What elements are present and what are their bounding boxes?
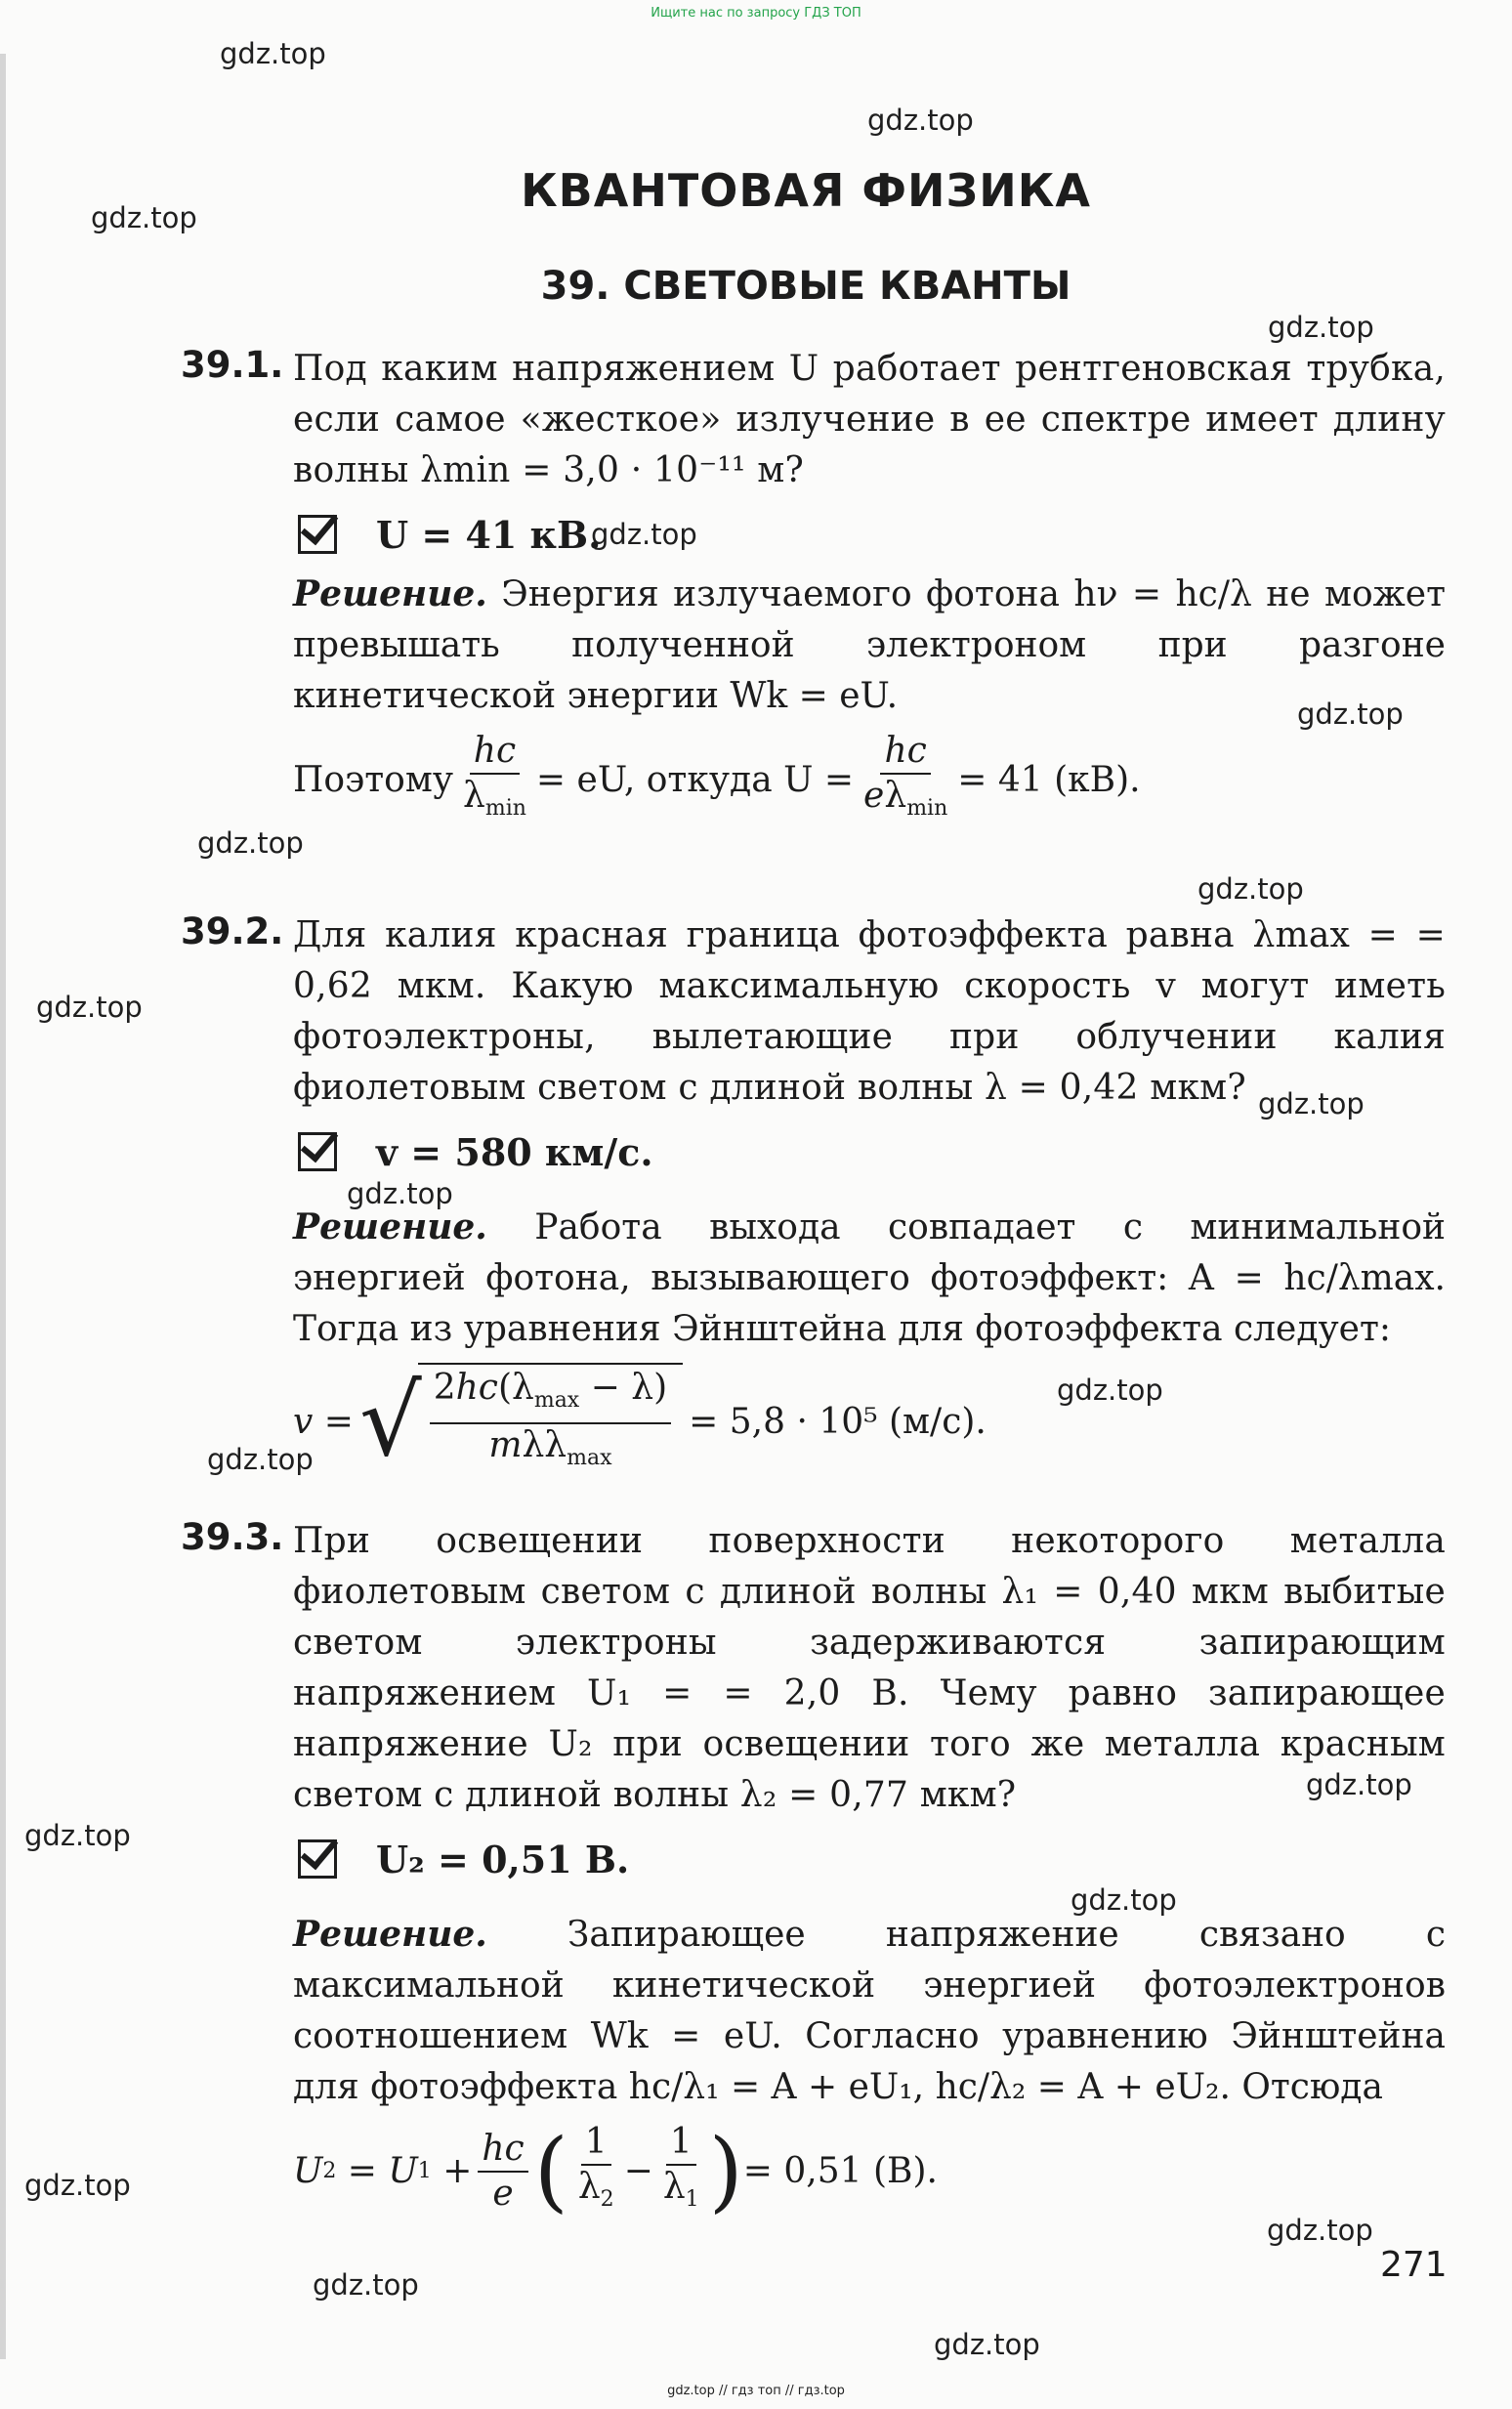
checkmark-icon [298,515,337,554]
watermark: gdz.top [1267,2214,1373,2247]
formula-39-2: v = √ $\frac{2hc(\lambda_{max} - \lambda)}{m\lambda\lambda_{max}}$ = 5,8 · 10⁵ (м/с). [293,1363,1446,1480]
solution [293,569,1446,722]
fraction-1-lambda1: $\frac{1}{\lambda_1}$ [662,2122,699,2213]
solution-text: Запирающее напряжение связано с максимальной кинетической энергией фотоэлектронов соотношением Wk = eU. Согласно уравнению Эйнштейна для фотоэффекта hc/λ₁ = A + eU₁, hc/λ₂ = A + eU₂. Отсюда [293,1915,1446,2107]
answer-text: U₂ = 0,51 В. [376,1837,630,1881]
watermark: gdz.top [867,104,974,137]
chapter-title: 39. СВЕТОВЫЕ КВАНТЫ [540,264,1071,309]
watermark: gdz.top [197,826,304,860]
fraction-hc-e-lambda-min: $\frac{hc}{e\lambda_{min}}$ [863,731,948,822]
watermark: gdz.top [36,991,143,1024]
watermark: gdz.top [24,2169,131,2202]
answer-text: U = 41 кВ. [376,512,602,557]
problem-number: 39.3. [181,1516,284,1558]
watermark: gdz.top [91,201,197,234]
solution [293,1909,1446,2113]
watermark: gdz.top [934,2328,1040,2361]
answer [298,506,1446,563]
watermark: gdz.top [220,37,326,70]
problem-number: 39.1. [181,344,284,386]
watermark: gdz.top [1258,1087,1365,1120]
fraction-1-lambda2: $\frac{1}{\lambda_2}$ [577,2122,614,2213]
formula-39-3: U 2 = U 1 + $\frac{hc}{e}$ ( $\frac{1}{\lambda_2}$ − $\frac{1}{\lambda_1}$ ) = 0,51 (В). [293,2119,938,2222]
page-edge [0,54,6,2359]
watermark: gdz.top [1197,872,1304,906]
watermark: gdz.top [1297,697,1404,731]
watermark: gdz.top [591,518,697,551]
watermark: gdz.top [347,1177,453,1210]
problem-39-2 [181,910,1446,1480]
problem-39-3 [181,1516,1446,2221]
problem-39-1 [181,344,1446,830]
solution-text: Энергия излучаемого фотона hν = hc/λ не может превышать полученной электроном при разгоне кинетической энергии Wk = eU. [293,574,1446,716]
formula-result: = 41 (кВ). [957,760,1141,801]
problem-text: При освещении поверхности некоторого металла фиолетовым светом с длиной волны λ₁ = 0,40 мкм выбитые светом электроны задерживаются запирающим напряжением U₁ = = 2,0 В. Чему равно запирающее напряжение U₂ при освещении того же металла красным светом с длиной волны λ₂ = 0,77 мкм? [293,1521,1446,1815]
answer [298,1123,1446,1180]
formula-prefix: Поэтому [293,760,454,801]
top-banner[interactable]: Ищите нас по запросу ГДЗ ТОП [651,6,861,21]
checkmark-icon [298,1132,337,1171]
formula-result: = 5,8 · 10⁵ (м/с). [689,1401,987,1442]
formula-39-1 [293,730,1446,830]
solution-label: Решение. [293,1206,487,1247]
footer[interactable]: gdz.top // гдз топ // гдз.top [667,2384,845,2398]
watermark: gdz.top [24,1819,131,1852]
solution [293,1202,1446,1355]
fraction-hc-e: $\frac{hc}{e}$ [478,2128,527,2216]
watermark: gdz.top [1306,1768,1412,1801]
watermark: gdz.top [1057,1374,1163,1407]
problem-number: 39.2. [181,910,284,952]
watermark: gdz.top [207,1443,314,1476]
page-number: 271 [1380,2245,1448,2285]
solution-text: Работа выхода совпадает с минимальной энергией фотона, вызывающего фотоэффект: A = hc/λmax. Тогда из уравнения Эйнштейна для фотоэффекта следует: [293,1207,1446,1349]
answer [298,1831,1446,1887]
fraction-hc-lambda-min: $\frac{hc}{\lambda_{min}}$ [463,731,526,822]
solution-label: Решение. [293,573,487,614]
problem-text: Под каким напряжением U работает рентгеновская трубка, если самое «жесткое» излучение в ее спектре имеет длину волны λmin = 3,0 · 10⁻¹¹ м? [293,349,1446,490]
solution-label: Решение. [293,1914,487,1955]
sqrt-expression: √ $\frac{2hc(\lambda_{max} - \lambda)}{m\lambda\lambda_{max}}$ [359,1363,683,1480]
formula-result: = 0,51 (В). [742,2151,938,2192]
problem-text: Для калия красная граница фотоэффекта равна λmax = = 0,62 мкм. Какую максимальную скорость v могут иметь фотоэлектроны, вылетающие при облучении калия фиолетовым светом с длиной волны λ = 0,42 мкм? [293,915,1446,1108]
answer-text: v = 580 км/с. [376,1129,653,1174]
formula-mid: = eU, откуда U = [535,760,855,801]
section-title: КВАНТОВАЯ ФИЗИКА [521,164,1091,217]
watermark: gdz.top [313,2268,419,2302]
checkmark-icon [298,1839,337,1879]
watermark: gdz.top [1268,311,1374,344]
watermark: gdz.top [1071,1883,1177,1917]
